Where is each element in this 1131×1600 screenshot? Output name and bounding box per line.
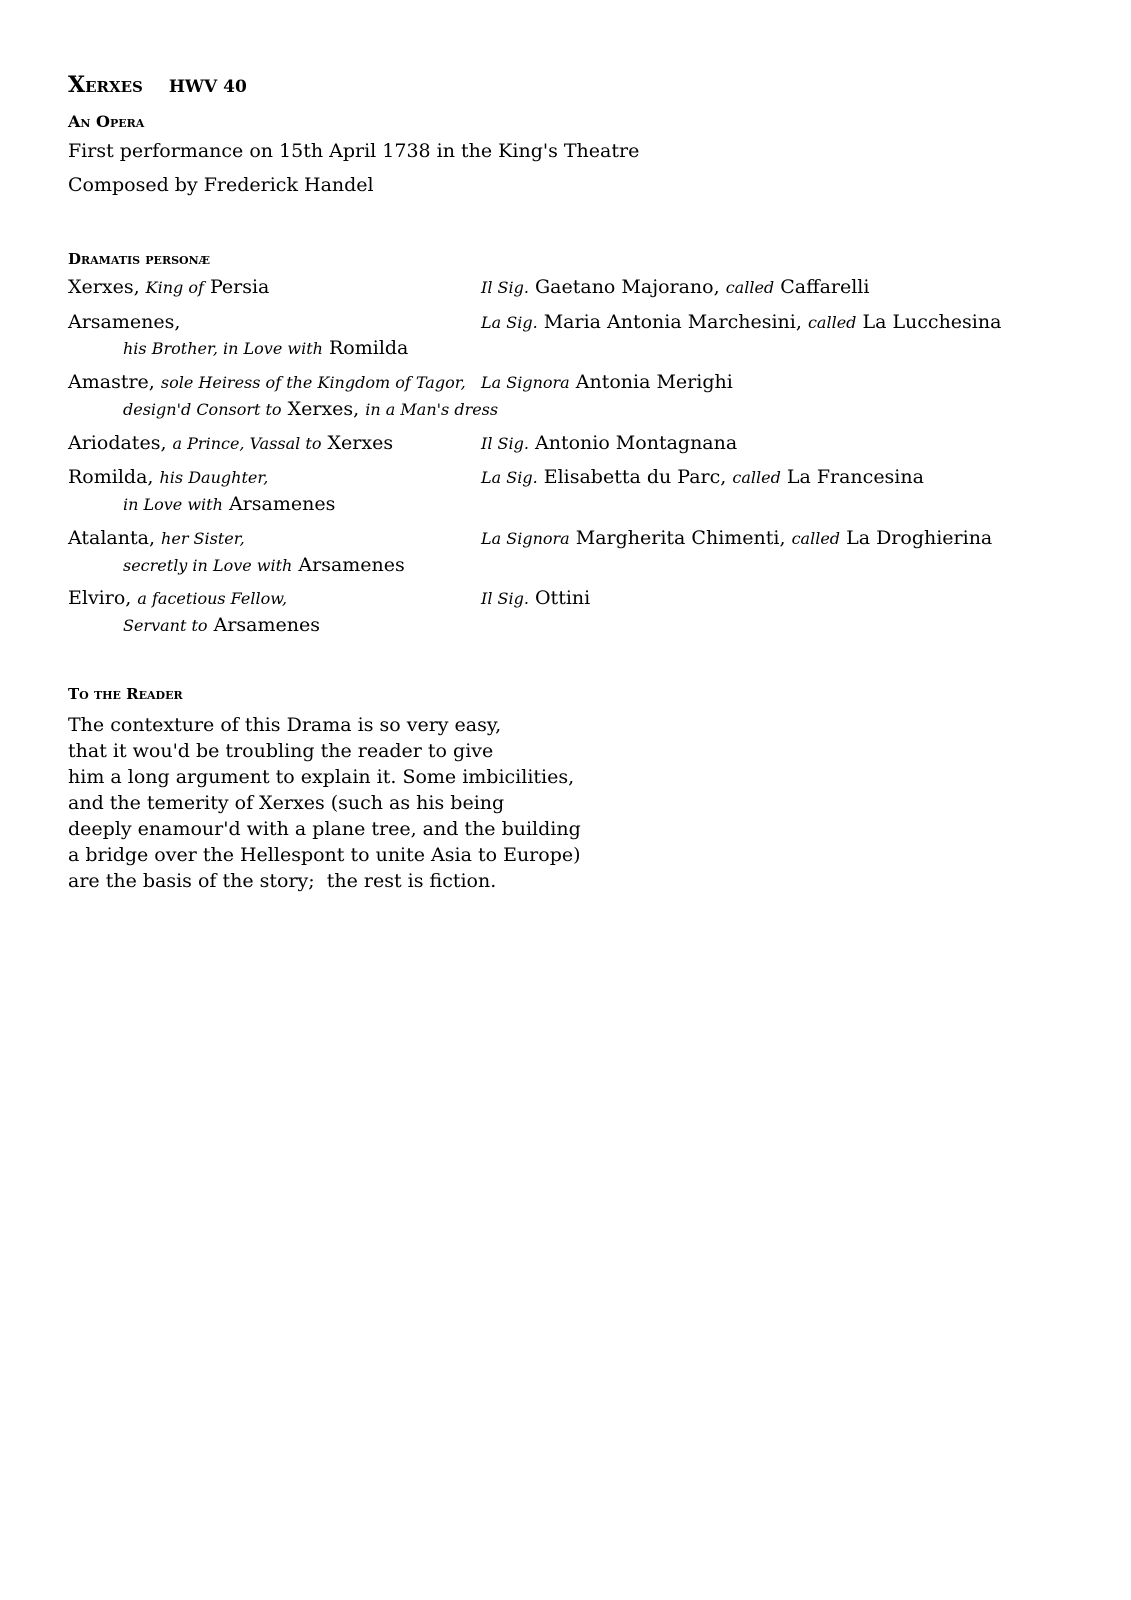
singer-title: La Signora (481, 529, 570, 548)
singer-name: Ottini (534, 587, 591, 609)
singer (481, 309, 1001, 336)
singer (481, 369, 733, 396)
singer-title: La Sig. (481, 313, 538, 332)
opera-subtitle: An Opera (68, 112, 145, 131)
role-epithet: Servant to (123, 616, 208, 635)
singer-name: Maria Antonia Marchesini, (543, 311, 802, 333)
role-epithet: King of (145, 278, 204, 297)
reader-line: are the basis of the story; the rest is fiction. (68, 870, 497, 892)
role-name: Ariodates, (68, 432, 167, 454)
singer (481, 585, 590, 612)
singer-title: La Signora (481, 373, 570, 392)
role-reference: Persia (209, 276, 270, 298)
opera-title: Xerxes (68, 72, 143, 98)
singer-title: Il Sig. (481, 589, 529, 608)
called-word: called (807, 313, 857, 332)
role-description (68, 309, 468, 362)
singer (481, 274, 869, 301)
role-description (68, 430, 468, 457)
role-description (68, 464, 468, 518)
role-name: Romilda, (68, 466, 154, 488)
role-epithet: his Daughter, (159, 468, 269, 487)
singer-title: La Sig. (481, 468, 538, 487)
to-the-reader-heading: To the Reader (68, 685, 183, 703)
reader-line: that it wou'd be troubling the reader to give (68, 740, 494, 762)
role-epithet: his Brother, in Love with (123, 339, 323, 358)
role-reference: Xerxes, (287, 398, 360, 420)
role-epithet: a Prince, Vassal to (172, 434, 322, 453)
reader-line: a bridge over the Hellespont to unite Asia to Europe) (68, 844, 581, 866)
singer (481, 464, 924, 491)
role-epithet: her Sister, (161, 529, 245, 548)
singer-name: Antonio Montagnana (534, 432, 738, 454)
role-description (68, 274, 468, 301)
singer-title: Il Sig. (481, 278, 529, 297)
performance-line: First performance on 15th April 1738 in the King's Theatre (68, 140, 640, 162)
role-epithet: design'd Consort to (123, 400, 282, 419)
title-row (68, 72, 247, 98)
role-epithet: sole Heiress of the Kingdom of Tagor, (160, 373, 466, 392)
reader-paragraph (68, 712, 581, 894)
called-word: called (725, 278, 775, 297)
singer (481, 525, 992, 552)
role-description (68, 369, 499, 423)
role-epithet: secretly in Love with (123, 556, 293, 575)
singer-name: Margherita Chimenti, (575, 527, 786, 549)
role-epithet: in Love with (123, 495, 223, 514)
singer-alias: La Francesina (786, 466, 924, 488)
role-name: Elviro, (68, 587, 132, 609)
role-reference: Arsamenes (228, 493, 336, 515)
singer (481, 430, 737, 457)
singer-alias: Caffarelli (780, 276, 870, 298)
role-name: Arsamenes, (68, 311, 181, 333)
singer-alias: La Droghierina (846, 527, 993, 549)
role-reference: Arsamenes (213, 614, 320, 636)
role-epithet: in a Man's dress (365, 400, 499, 419)
role-description (68, 525, 468, 579)
role-name: Atalanta, (68, 527, 155, 549)
reader-line: The contexture of this Drama is so very easy, (68, 714, 502, 736)
reader-line: him a long argument to explain it. Some imbicilities, (68, 766, 575, 788)
role-epithet: a facetious Fellow, (137, 589, 288, 608)
reader-line: deeply enamour'd with a plane tree, and the building (68, 818, 581, 840)
composer-line: Composed by Frederick Handel (68, 174, 374, 196)
singer-name: Elisabetta du Parc, (543, 466, 727, 488)
role-name: Xerxes, (68, 276, 140, 298)
role-name: Amastre, (68, 371, 155, 393)
reader-line: and the temerity of Xerxes (such as his being (68, 792, 505, 814)
singer-alias: La Lucchesina (862, 311, 1002, 333)
called-word: called (791, 529, 841, 548)
role-reference: Romilda (328, 337, 409, 359)
called-word: called (732, 468, 781, 487)
role-reference: Xerxes (327, 432, 394, 454)
role-reference: Arsamenes (298, 554, 405, 576)
singer-name: Gaetano Majorano, (534, 276, 720, 298)
catalog-number: HWV 40 (168, 77, 247, 97)
singer-name: Antonia Merighi (575, 371, 733, 393)
dramatis-personae-heading: Dramatis personæ (68, 250, 211, 268)
role-description (68, 585, 468, 639)
singer-title: Il Sig. (481, 434, 529, 453)
